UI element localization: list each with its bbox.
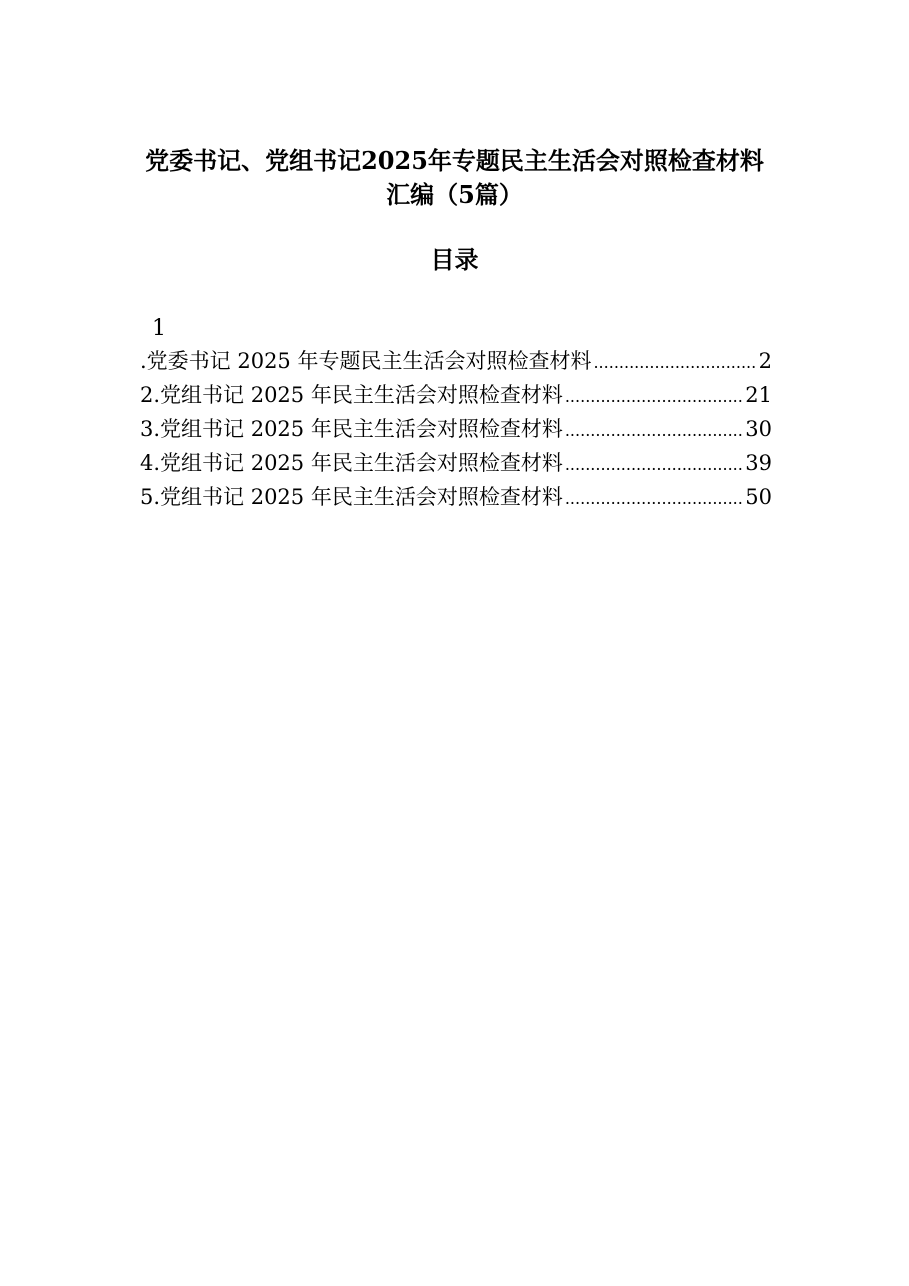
toc-leader-dots bbox=[593, 346, 756, 378]
toc-entry-1[interactable] bbox=[140, 344, 772, 378]
toc-leader-dots bbox=[565, 380, 743, 412]
toc-entry-label: 3.党组书记 2025 年民主生活会对照检查材料 bbox=[140, 417, 563, 441]
toc-entry-page: 2 bbox=[758, 349, 772, 373]
toc-entry-label: 4.党组书记 2025 年民主生活会对照检查材料 bbox=[140, 451, 563, 475]
toc-leader-dots bbox=[565, 414, 743, 446]
toc-entry-4[interactable] bbox=[140, 446, 772, 480]
toc-entry-5[interactable] bbox=[140, 480, 772, 514]
toc-entry-3[interactable] bbox=[140, 412, 772, 446]
toc-entry-page: 30 bbox=[745, 417, 772, 441]
toc-first-entry-number: 1 bbox=[152, 316, 166, 341]
toc-heading: 目录 bbox=[430, 245, 479, 274]
toc-entry-page: 50 bbox=[745, 485, 772, 509]
toc-entry-label: .党委书记 2025 年专题民主生活会对照检查材料 bbox=[140, 349, 592, 373]
toc-leader-dots bbox=[565, 448, 743, 480]
toc-entry-page: 39 bbox=[745, 451, 772, 475]
toc-entry-page: 21 bbox=[745, 383, 772, 407]
document-title-line-2: 汇编（5篇） bbox=[386, 180, 523, 209]
table-of-contents bbox=[140, 344, 772, 514]
toc-leader-dots bbox=[565, 482, 743, 514]
toc-entry-label: 2.党组书记 2025 年民主生活会对照检查材料 bbox=[140, 383, 563, 407]
toc-entry-2[interactable] bbox=[140, 378, 772, 412]
document-title-line-1: 党委书记、党组书记2025年专题民主生活会对照检查材料 bbox=[145, 146, 764, 175]
toc-entry-label: 5.党组书记 2025 年民主生活会对照检查材料 bbox=[140, 485, 563, 509]
